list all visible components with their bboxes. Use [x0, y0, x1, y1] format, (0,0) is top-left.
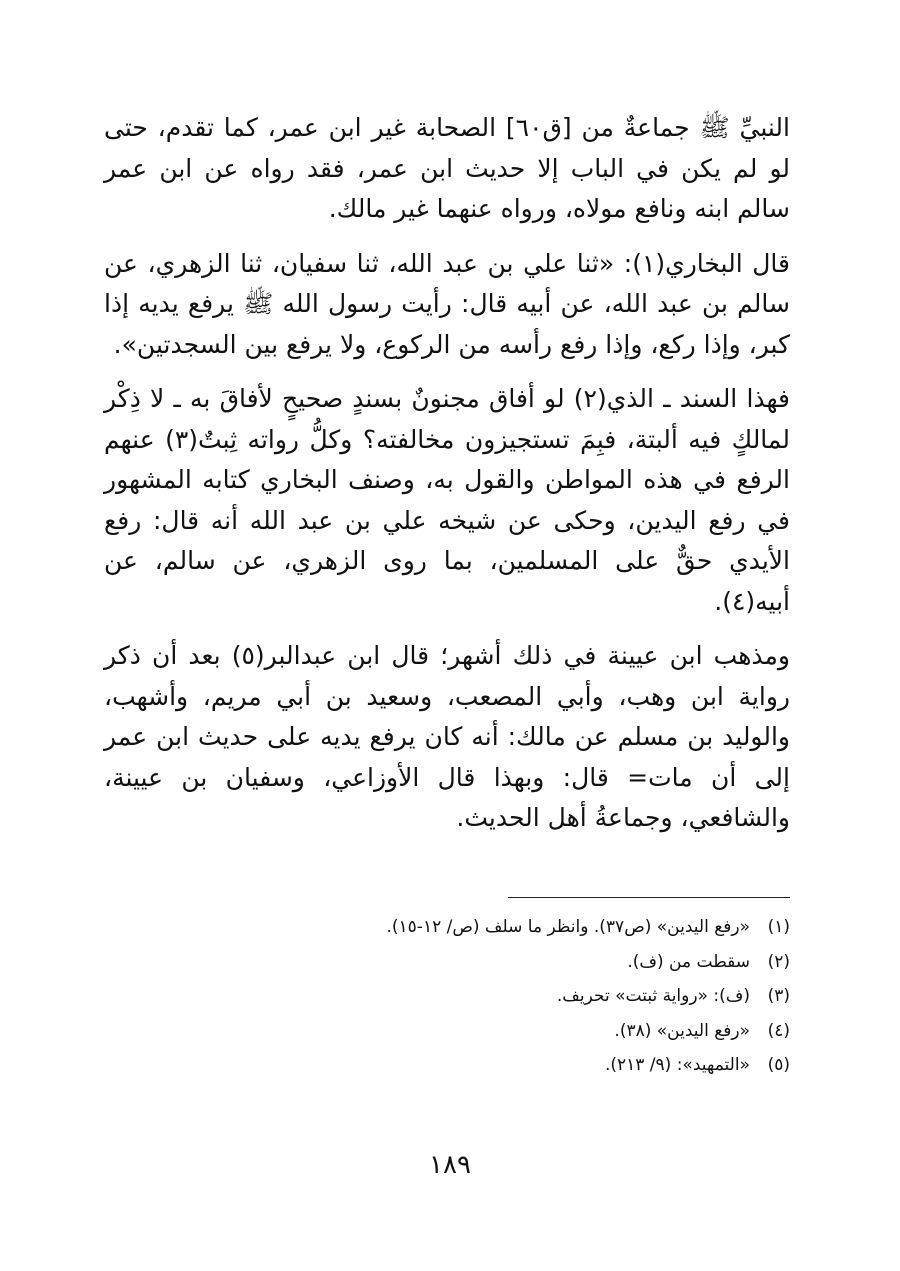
footnote-4: [104, 1018, 790, 1045]
footnote-text: «رفع اليدين» (ص٣٧). وانظر ما سلف (ص/ ١٢-١٥).: [386, 917, 750, 937]
footnote-number: (١): [767, 917, 790, 937]
paragraph-1: النبيِّ ﷺ جماعةٌ من [ق٦٠] الصحابة غير ابن عمر، كما تقدم، حتى لو لم يكن في الباب إلا حديث ابن عمر، فقد رواه عن ابن عمر سالم ابنه ونافع مولاه، ورواه عنهما غير مالك.: [104, 113, 790, 223]
footnotes: [104, 914, 790, 1087]
footnote-text: «التمهيد»: (٩/ ٢١٣).: [604, 1055, 750, 1075]
footnote-separator: [508, 897, 790, 898]
footnote-number: (٤): [767, 1020, 790, 1041]
footnote-text: (ف): «رواية ثبتت» تحريف.: [556, 986, 750, 1006]
footnote-number: (٢): [767, 951, 790, 972]
footnote-text: «رفع اليدين» (٣٨).: [614, 1020, 750, 1041]
footnote-text: سقطت من (ف).: [627, 951, 750, 972]
footnote-5: [104, 1052, 790, 1079]
paragraph-4: ومذهب ابن عيينة في ذلك أشهر؛ قال ابن عبدالبر(٥) بعد أن ذكر رواية ابن وهب، وأبي المصعب، وسعيد بن أبي مريم، وأشهب، والوليد بن مسلم عن مالك: أنه كان يرفع يديه على حديث ابن عمر إلى أن مات= قال: وبهذا قال الأوزاعي، وسفيان بن عيينة، والشافعي، وجماعةُ أهل الحديث.: [104, 641, 790, 832]
footnote-3: [104, 983, 790, 1010]
footnote-2: [104, 949, 790, 976]
page-number: ١٨٩: [429, 1150, 471, 1180]
footnote-number: (٥): [767, 1055, 790, 1075]
footnote-1: [104, 914, 790, 941]
main-text: [104, 108, 790, 839]
footnote-number: (٣): [767, 986, 790, 1006]
paragraph-2: قال البخاري(١): «ثنا علي بن عبد الله، ثنا سفيان، ثنا الزهري، عن سالم بن عبد الله، عن أبيه قال: رأيت رسول الله ﷺ يرفع يديه إذا كبر، وإذا ركع، وإذا رفع رأسه من الركوع، ولا يرفع بين السجدتين».: [104, 248, 790, 359]
paragraph-3: فهذا السند ـ الذي(٢) لو أفاق مجنونٌ بسندٍ صحيحٍ لأفاقَ به ـ لا ذِكْر لمالكٍ فيه ألبتة، فبِمَ تستجيزون مخالفته؟ وكلُّ رواته ثِبتٌ(٣) عنهم الرفع في هذه المواطن والقول به، وصنف البخاري كتابه المشهور في رفع اليدين، وحكى عن شيخه علي بن عبد الله أنه قال: رفع الأيدي حقٌّ على المسلمين، بما روى الزهري، عن سالم، عن أبيه(٤).: [104, 384, 790, 616]
